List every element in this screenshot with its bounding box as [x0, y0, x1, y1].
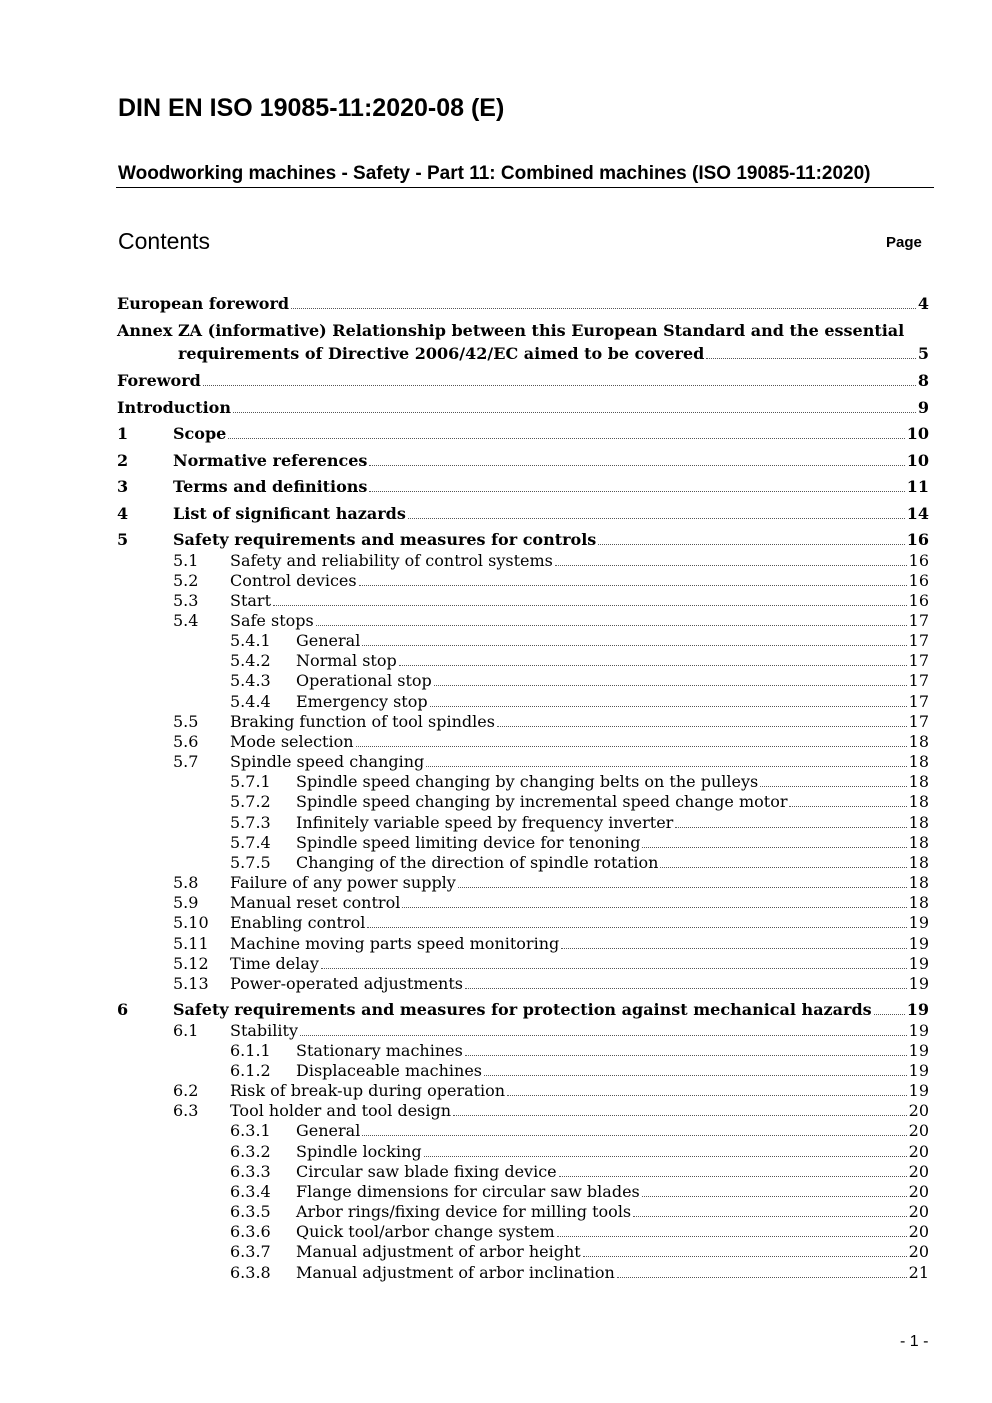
- toc-entry[interactable]: [173, 873, 929, 893]
- toc-entry-title: Operational stop: [296, 671, 432, 690]
- toc-entry[interactable]: [230, 651, 929, 671]
- toc-entry[interactable]: [173, 974, 929, 994]
- toc-entry[interactable]: [173, 913, 929, 933]
- toc-entry-page: 18: [908, 833, 929, 852]
- toc-entry[interactable]: [230, 1202, 929, 1222]
- toc-entry-title: Emergency stop: [296, 692, 428, 711]
- toc-entry-number: 5.10: [173, 913, 209, 932]
- toc-entry-title: Scope: [173, 424, 227, 443]
- toc-entry-page: 19: [908, 913, 929, 932]
- toc-entry-title: Safety requirements and measures for controls: [173, 530, 597, 549]
- toc-entry-title: Changing of the direction of spindle rotation: [296, 853, 659, 872]
- toc-entry[interactable]: [117, 477, 929, 497]
- toc-dot-leader: [402, 907, 906, 908]
- toc-entry-number: 6.3.1: [230, 1121, 271, 1140]
- toc-entry-number: 6.3.5: [230, 1202, 271, 1221]
- toc-dot-leader: [233, 412, 916, 413]
- toc-dot-leader: [559, 1176, 907, 1177]
- toc-entry-title: Stability: [230, 1021, 298, 1040]
- toc-entry-number: 5.4.2: [230, 651, 271, 670]
- toc-dot-leader: [369, 491, 904, 492]
- toc-entry[interactable]: [117, 451, 929, 471]
- toc-entry-number: 5.1: [173, 551, 199, 570]
- toc-entry-page: 16: [906, 530, 929, 549]
- toc-entry-page: 18: [908, 813, 929, 832]
- toc-entry-title: Infinitely variable speed by frequency inverter: [296, 813, 674, 832]
- toc-entry-title: Spindle speed limiting device for tenoning: [296, 833, 641, 852]
- toc-dot-leader: [399, 665, 907, 666]
- toc-entry[interactable]: [230, 1242, 929, 1262]
- toc-entry-page: 19: [908, 934, 929, 953]
- toc-entry-title: Safety requirements and measures for protection against mechanical hazards: [173, 1000, 872, 1019]
- toc-entry-number: 6.2: [173, 1081, 199, 1100]
- toc-entry-number: 5.11: [173, 934, 209, 953]
- toc-entry-title: Introduction: [117, 398, 231, 417]
- toc-entry-number: 3: [117, 477, 129, 496]
- toc-entry-page: 20: [908, 1121, 929, 1140]
- toc-dot-leader: [453, 1115, 907, 1116]
- toc-entry[interactable]: [230, 1041, 929, 1061]
- toc-dot-leader: [561, 948, 906, 949]
- toc-entry-number: 6.3.3: [230, 1162, 271, 1181]
- toc-dot-leader: [557, 1236, 907, 1237]
- contents-heading: Contents: [118, 228, 211, 254]
- toc-entry-page: 8: [917, 371, 929, 390]
- toc-dot-leader: [359, 585, 907, 586]
- toc-entry-page: 18: [908, 792, 929, 811]
- toc-entry-number: 6: [117, 1000, 129, 1019]
- toc-entry-page: 9: [917, 398, 929, 417]
- toc-entry-title: Safety and reliability of control systems: [230, 551, 553, 570]
- toc-entry-title: Circular saw blade fixing device: [296, 1162, 557, 1181]
- toc-entry-number: 5.8: [173, 873, 199, 892]
- toc-entry-number: 6.3.2: [230, 1142, 271, 1161]
- toc-entry-page: 18: [908, 873, 929, 892]
- toc-entry-number: 6.1: [173, 1021, 199, 1040]
- toc-entry-number: 5.4.4: [230, 692, 271, 711]
- document-subtitle: Woodworking machines - Safety - Part 11: Combined machines (ISO 19085-11:2020): [118, 163, 871, 184]
- toc-entry-page: 17: [908, 692, 929, 711]
- toc-entry-number: 2: [117, 451, 129, 470]
- toc-dot-leader: [874, 1014, 905, 1015]
- toc-entry-number: 5.7: [173, 752, 199, 771]
- toc-entry-title: Enabling control: [230, 913, 366, 932]
- toc-entry-title: Braking function of tool spindles: [230, 712, 495, 731]
- toc-entry[interactable]: [230, 1162, 929, 1182]
- toc-dot-leader: [465, 1055, 907, 1056]
- toc-entry-page: 4: [917, 294, 929, 313]
- toc-entry-page: 17: [908, 611, 929, 630]
- toc-dot-leader: [434, 685, 907, 686]
- toc-entry-number: 6.3.8: [230, 1263, 271, 1282]
- toc-entry[interactable]: [230, 631, 929, 651]
- toc-entry-number: 5.7.5: [230, 853, 271, 872]
- toc-dot-leader: [408, 518, 905, 519]
- toc-entry-title: Arbor rings/fixing device for milling tools: [296, 1202, 632, 1221]
- toc-entry-title: Manual reset control: [230, 893, 401, 912]
- toc-entry[interactable]: [173, 1021, 929, 1041]
- toc-entry-number: 6.3: [173, 1101, 199, 1120]
- toc-entry-number: 5.5: [173, 712, 199, 731]
- toc-entry-page: 11: [906, 477, 929, 496]
- toc-entry-title: Terms and definitions: [173, 477, 368, 496]
- toc-entry-title: Normative references: [173, 451, 368, 470]
- toc-entry-title: Manual adjustment of arbor height: [296, 1242, 581, 1261]
- toc-entry-title: Spindle locking: [296, 1142, 422, 1161]
- toc-entry-number: 5.2: [173, 571, 199, 590]
- toc-entry[interactable]: [173, 1101, 929, 1121]
- toc-dot-leader: [660, 867, 906, 868]
- toc-entry[interactable]: [230, 692, 929, 712]
- toc-dot-leader: [706, 358, 916, 359]
- toc-dot-leader: [430, 706, 907, 707]
- toc-entry-title: requirements of Directive 2006/42/EC aimed to be covered: [178, 344, 705, 363]
- toc-entry-page: 18: [908, 752, 929, 771]
- toc-entry-number: 6.1.1: [230, 1041, 271, 1060]
- toc-entry-title: Foreword: [117, 371, 201, 390]
- toc-entry[interactable]: [117, 398, 929, 418]
- toc-entry-page: 10: [906, 424, 929, 443]
- toc-entry-number: 5.4.3: [230, 671, 271, 690]
- toc-entry-number: 5.13: [173, 974, 209, 993]
- toc-entry-title: Control devices: [230, 571, 357, 590]
- toc-entry[interactable]: [173, 571, 929, 591]
- toc-entry[interactable]: [117, 530, 929, 550]
- toc-entry[interactable]: [230, 772, 929, 792]
- toc-entry-title: Spindle speed changing: [230, 752, 425, 771]
- toc-entry[interactable]: [173, 752, 929, 772]
- toc-entry[interactable]: [173, 934, 929, 954]
- toc-entry-page: 18: [908, 853, 929, 872]
- toc-dot-leader: [642, 1196, 907, 1197]
- toc-entry-title: Time delay: [230, 954, 319, 973]
- toc-dot-leader: [300, 1035, 907, 1036]
- toc-entry-title: Normal stop: [296, 651, 397, 670]
- toc-entry-page: 19: [908, 1041, 929, 1060]
- toc-entry[interactable]: [117, 424, 929, 444]
- toc-entry-number: 5.9: [173, 893, 199, 912]
- toc-entry-number: 6.3.6: [230, 1222, 271, 1241]
- toc-entry-title: Flange dimensions for circular saw blades: [296, 1182, 640, 1201]
- toc-dot-leader: [465, 988, 907, 989]
- toc-entry[interactable]: [178, 344, 929, 364]
- toc-entry[interactable]: [173, 1081, 929, 1101]
- toc-entry[interactable]: [173, 893, 929, 913]
- toc-entry-title: Stationary machines: [296, 1041, 463, 1060]
- toc-entry-page: 16: [908, 551, 929, 570]
- toc-entry[interactable]: [117, 1000, 929, 1020]
- toc-entry-page: 19: [908, 954, 929, 973]
- toc-entry-title: Tool holder and tool design: [230, 1101, 452, 1120]
- toc-entry-page: 20: [908, 1202, 929, 1221]
- toc-entry-page: 18: [908, 772, 929, 791]
- toc-entry-page: 10: [906, 451, 929, 470]
- toc-entry[interactable]: [117, 371, 929, 391]
- toc-dot-leader: [633, 1216, 907, 1217]
- toc-dot-leader: [356, 746, 907, 747]
- toc-entry[interactable]: [173, 611, 929, 631]
- toc-dot-leader: [316, 625, 907, 626]
- toc-entry-number: 6.1.2: [230, 1061, 271, 1080]
- toc-entry[interactable]: [230, 853, 929, 873]
- page-column-heading: Page: [886, 234, 922, 251]
- toc-entry-page: 16: [908, 591, 929, 610]
- document-title: DIN EN ISO 19085-11:2020-08 (E): [118, 94, 505, 122]
- toc-entry-page: 21: [908, 1263, 929, 1282]
- toc-entry-number: 5.6: [173, 732, 199, 751]
- toc-entry-title: Spindle speed changing by changing belts on the pulleys: [296, 772, 759, 791]
- toc-dot-leader: [555, 565, 907, 566]
- toc-entry-page: 18: [908, 732, 929, 751]
- toc-entry-page: 19: [908, 974, 929, 993]
- toc-entry-number: 6.3.4: [230, 1182, 271, 1201]
- toc-entry-title: Start: [230, 591, 272, 610]
- toc-dot-leader: [760, 786, 906, 787]
- toc-entry-page: 20: [908, 1101, 929, 1120]
- toc-entry-page: 19: [908, 1081, 929, 1100]
- toc-entry-page: 20: [908, 1162, 929, 1181]
- toc-dot-leader: [228, 438, 904, 439]
- toc-entry-number: 5.7.2: [230, 792, 271, 811]
- toc-entry-number: 5: [117, 530, 129, 549]
- toc-dot-leader: [321, 968, 907, 969]
- toc-dot-leader: [484, 1075, 907, 1076]
- toc-dot-leader: [369, 465, 904, 466]
- toc-entry-number: 5.12: [173, 954, 209, 973]
- toc-entry[interactable]: [173, 712, 929, 732]
- toc-entry-page: 16: [908, 571, 929, 590]
- toc-entry[interactable]: [230, 671, 929, 691]
- toc-entry[interactable]: [230, 813, 929, 833]
- toc-entry-title: Safe stops: [230, 611, 314, 630]
- footer-page-number: - 1 -: [900, 1333, 929, 1350]
- toc-entry-page: 20: [908, 1142, 929, 1161]
- toc-entry-number: 5.7.3: [230, 813, 271, 832]
- toc-entry-page: 17: [908, 631, 929, 650]
- toc-entry-title: Mode selection: [230, 732, 354, 751]
- toc-entry-number: 5.4: [173, 611, 199, 630]
- toc-entry-page: 19: [906, 1000, 929, 1019]
- toc-entry-number: 5.7.1: [230, 772, 271, 791]
- toc-entry-title: Quick tool/arbor change system: [296, 1222, 555, 1241]
- toc-dot-leader: [598, 544, 904, 545]
- toc-entry[interactable]: [230, 1142, 929, 1162]
- toc-dot-leader: [642, 847, 906, 848]
- toc-entry[interactable]: [173, 551, 929, 571]
- toc-dot-leader: [424, 1156, 907, 1157]
- toc-dot-leader: [497, 726, 907, 727]
- toc-dot-leader: [458, 887, 907, 888]
- toc-entry[interactable]: [230, 1182, 929, 1202]
- toc-dot-leader: [426, 766, 906, 767]
- toc-dot-leader: [291, 308, 916, 309]
- toc-entry[interactable]: [230, 1263, 929, 1283]
- toc-entry-number: 1: [117, 424, 129, 443]
- toc-entry[interactable]: [230, 1222, 929, 1242]
- toc-dot-leader: [203, 385, 916, 386]
- toc-entry[interactable]: [230, 833, 929, 853]
- toc-dot-leader: [273, 605, 907, 606]
- toc-entry-title: General: [296, 631, 361, 650]
- toc-entry-title: Risk of break-up during operation: [230, 1081, 506, 1100]
- toc-entry-number: 6.3.7: [230, 1242, 271, 1261]
- toc-entry-title: Machine moving parts speed monitoring: [230, 934, 560, 953]
- toc-entry[interactable]: [230, 1121, 929, 1141]
- toc-entry-title: Spindle speed changing by incremental speed change motor: [296, 792, 788, 811]
- toc-entry-page: 20: [908, 1222, 929, 1241]
- toc-entry-page: 19: [908, 1021, 929, 1040]
- toc-entry-page: 20: [908, 1242, 929, 1261]
- toc-entry-title: European foreword: [117, 294, 290, 313]
- toc-dot-leader: [789, 806, 906, 807]
- toc-entry-title: Displaceable machines: [296, 1061, 483, 1080]
- toc-dot-leader: [362, 1135, 906, 1136]
- toc-entry-title: Failure of any power supply: [230, 873, 456, 892]
- toc-entry-page: 19: [908, 1061, 929, 1080]
- toc-dot-leader: [583, 1256, 907, 1257]
- toc-dot-leader: [362, 645, 906, 646]
- toc-entry-number: 5.4.1: [230, 631, 271, 650]
- toc-entry[interactable]: [173, 954, 929, 974]
- toc-entry-title: List of significant hazards: [173, 504, 406, 523]
- toc-entry-page: 17: [908, 712, 929, 731]
- toc-entry-title[interactable]: Annex ZA (informative) Relationship between this European Standard and the essential: [117, 321, 905, 340]
- toc-entry[interactable]: [230, 1061, 929, 1081]
- toc-dot-leader: [675, 827, 906, 828]
- toc-entry-number: 5.3: [173, 591, 199, 610]
- toc-entry-page: 17: [908, 671, 929, 690]
- toc-entry[interactable]: [230, 792, 929, 812]
- toc-entry[interactable]: [173, 732, 929, 752]
- toc-entry-page: 17: [908, 651, 929, 670]
- toc-dot-leader: [617, 1277, 907, 1278]
- toc-entry-title: General: [296, 1121, 361, 1140]
- toc-entry-page: 14: [906, 504, 929, 523]
- toc-entry-page: 20: [908, 1182, 929, 1201]
- toc-entry-number: 5.7.4: [230, 833, 271, 852]
- toc-entry-title: Manual adjustment of arbor inclination: [296, 1263, 615, 1282]
- toc-entry[interactable]: [117, 504, 929, 524]
- toc-entry-title: Power-operated adjustments: [230, 974, 463, 993]
- toc-entry-number: 4: [117, 504, 129, 523]
- toc-entry-page: 5: [917, 344, 929, 363]
- toc-entry[interactable]: [173, 591, 929, 611]
- toc-dot-leader: [367, 927, 906, 928]
- toc-entry-page: 18: [908, 893, 929, 912]
- toc-dot-leader: [507, 1095, 907, 1096]
- toc-entry[interactable]: [117, 294, 929, 314]
